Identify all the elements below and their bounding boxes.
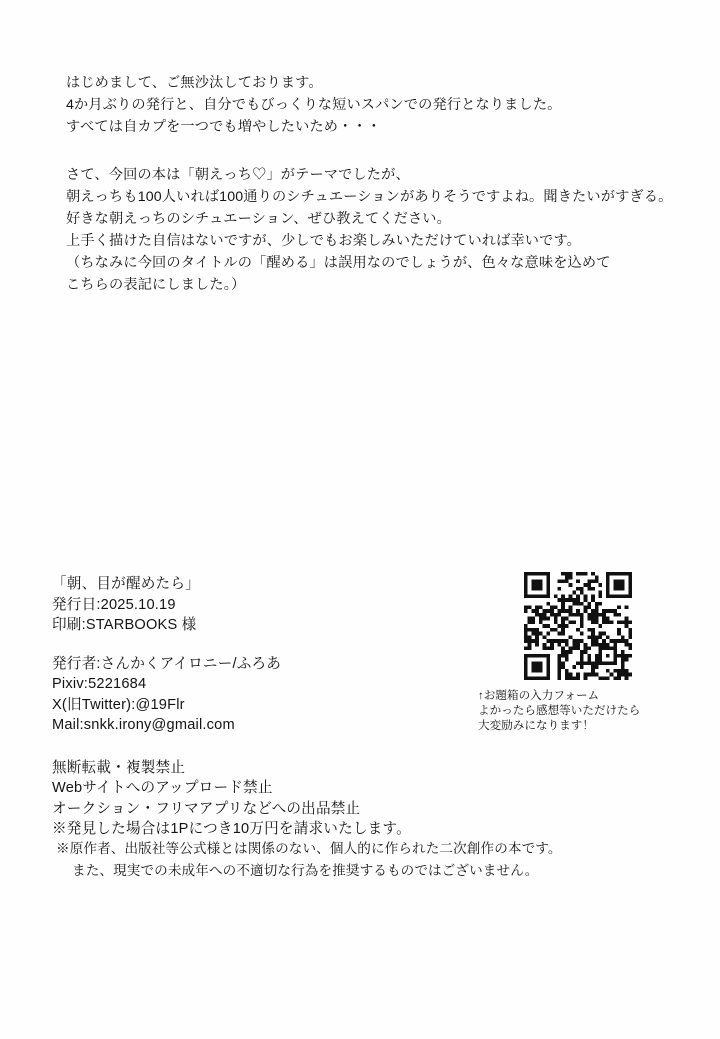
warning-line: ※発見した場合は1Pにつき10万円を請求いたします。	[52, 821, 411, 837]
colophon-title-group	[52, 574, 492, 636]
afterword-line: 4か月ぶりの発行と、自分でもびっくりな短いスパンでの発行となりました。	[66, 97, 562, 113]
afterword-line: さて、今回の本は「朝えっち♡」がテーマでしたが、	[66, 167, 410, 183]
colophon-warning-group	[52, 758, 492, 840]
warning-line: Webサイトへのアップロード禁止	[52, 780, 273, 796]
x-handle: X(旧Twitter):@19Flr	[52, 696, 185, 713]
afterword-line: すべては自カプを一つでも増やしたいため・・・	[66, 119, 382, 135]
disclaimer-line: ※原作者、出版社等公式様とは関係のない、個人的に作られた二次創作の本です。	[56, 841, 562, 856]
qr-caption	[478, 688, 678, 733]
book-title: 「朝、目が醒めたら」	[52, 576, 200, 592]
colophon-contact-group	[52, 654, 492, 736]
pixiv-id: Pixiv:5221684	[52, 676, 147, 692]
publish-date: 発行日:2025.10.19	[52, 596, 176, 613]
afterword-line: 上手く描けた自信はないですが、少しでもお楽しみいただけていれば幸いです。	[66, 233, 582, 249]
author-name: 発行者:さんかくアイロニー/ふろあ	[52, 655, 282, 672]
warning-line: 無断転載・複製禁止	[52, 759, 186, 776]
warning-line: オークション・フリマアプリなどへの出品禁止	[52, 800, 361, 817]
disclaimer-line: また、現実での未成年への不適切な行為を推奨するものではございません。	[72, 863, 539, 878]
printer-name: 印刷:STARBOOKS 様	[52, 617, 197, 633]
colophon-block	[52, 574, 492, 858]
afterword-line: はじめまして、ご無沙汰しております。	[66, 75, 323, 91]
afterword-line: 好きな朝えっちのシチュエーション、ぜひ教えてください。	[66, 211, 451, 227]
qr-caption-line: よかったら感想等いただけたら	[478, 704, 641, 717]
qr-caption-line: ↑お題箱の入力フォーム	[478, 689, 600, 702]
paragraph-spacer	[66, 138, 666, 164]
email-address: Mail:snkk.irony@gmail.com	[52, 717, 235, 733]
afterword-line: 朝えっちも100人いれば100通りのシチュエーションがありそうですよね。聞きたいがすぎる。	[66, 189, 673, 205]
afterword-line: （ちなみに今回のタイトルの「醒める」は誤用なのでしょうが、色々な意味を込めて	[66, 255, 611, 271]
disclaimer-block	[56, 838, 656, 882]
afterword-text-block	[66, 72, 673, 296]
qr-code-icon[interactable]	[524, 572, 632, 680]
qr-code-section	[478, 572, 641, 733]
qr-caption-line: 大変励みになります！	[478, 719, 594, 732]
afterword-line: こちらの表記にしました。）	[66, 277, 246, 293]
